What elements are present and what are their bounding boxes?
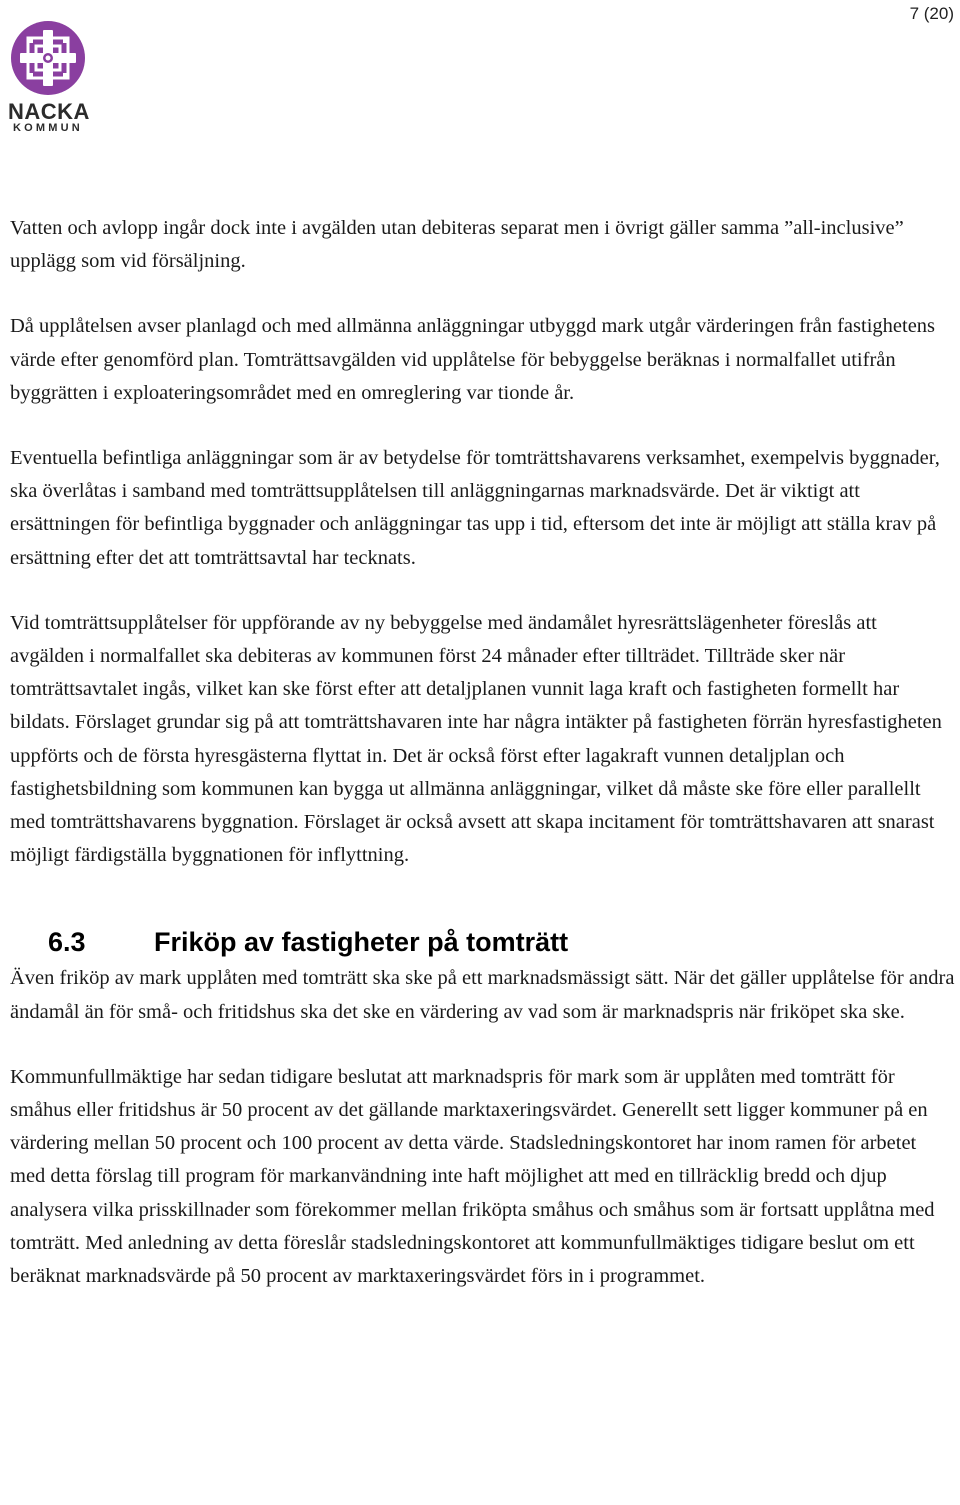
section-number: 6.3 xyxy=(48,927,86,958)
page-number: 7 (20) xyxy=(909,4,954,23)
paragraph-vatten-avlopp: Vatten och avlopp ingår dock inte i avgälden utan debiteras separat men i övrigt gäller samma ”all-inclusive” upplägg som vid försäljning. xyxy=(10,217,904,273)
logo-name: NACKA xyxy=(8,99,90,124)
section-title: Friköp av fastigheter på tomträtt xyxy=(154,927,569,958)
paragraph-kommunfullmaktige: Kommunfullmäktige har sedan tidigare beslutat att marknadspris för mark som är upplåten med tomträtt för småhus eller fritidshus är 50 procent av det gällande marktaxeringsvärdet. Generellt sett ligger kommuner på en värdering mellan 50 procent och 100 procent av detta värde. Stadsledningskontoret har inom ramen för arbetet med detta förslag till program för markanvändning inte haft möjlighet att med en tillräcklig bredd och djup analysera vilka prisskillnader som förekommer mellan friköpta småhus och småhus som är fortsatt upplåtna med tomträtt. Med anledning av detta föreslår stadsledningskontoret att kommunfullmäktiges tidigare beslut om ett beräknat marknadsvärde på 50 procent av marktaxeringsvärdet förs in i programmet. xyxy=(10,1065,935,1288)
paragraph-frikop-marknadsmassigt: Även friköp av mark upplåten med tomträtt ska ske på ett marknadsmässigt sätt. När det gäller upplåtelse för andra ändamål än för små- och fritidshus ska det ske en värdering av vad som är marknadspris när friköpet ska ske. xyxy=(10,967,955,1023)
paragraph-hyresratter: Vid tomträttsupplåtelser för uppförande av ny bebyggelse med ändamålet hyresrättslägenheter föreslås att avgälden i normalfallet ska debiteras av kommunen först 24 månader efter tillträdet. Tillträde sker när tomträttsavtalet ingås, vilket kan ske först efter att detaljplanen vunnit laga kraft och fastigheten formellt har bildats. Förslaget grundar sig på att tomträttshavaren inte har några intäkter på fastigheten förrän hyresfastigheten uppförts och de första hyresgästerna flyttat in. Det är också först efter lagakraft vunnen detaljplan och fastighetsbildning som kommunen kan bygga ut allmänna anläggningar, vilket då måste ske före eller parallellt med tomträttshavarens byggnation. Förslaget är också avsett att skapa incitament för tomträttshavaren att snarast möjligt färdigställa byggnationen för inflyttning. xyxy=(10,611,942,867)
section-heading xyxy=(48,924,955,960)
nacka-kommun-logo xyxy=(8,20,88,134)
logo-subtitle: KOMMUN xyxy=(13,122,83,134)
nacka-emblem-icon xyxy=(10,20,86,96)
paragraph-upplatelse-vardering: Då upplåtelsen avser planlagd och med allmänna anläggningar utbyggd mark utgår värderingen från fastighetens värde efter genomförd plan. Tomträttsavgälden vid upplåtelse för bebyggelse beräknas i normalfallet utifrån byggrätten i exploateringsområdet med en omreglering var tionde år. xyxy=(10,315,936,404)
paragraph-befintliga-anlaggningar: Eventuella befintliga anläggningar som är av betydelse för tomträttshavarens verksamhet, exempelvis byggnader, ska överlåtas i samband med tomträttsupplåtelsen till anläggningarnas marknadsvärde. Det är viktigt att ersättningen för befintliga byggnader och anläggningar tas upp i tid, eftersom det inte är möjligt att ställa krav på ersättning efter det att tomträttsavtal har tecknats. xyxy=(10,447,940,569)
document-body xyxy=(10,212,955,1293)
